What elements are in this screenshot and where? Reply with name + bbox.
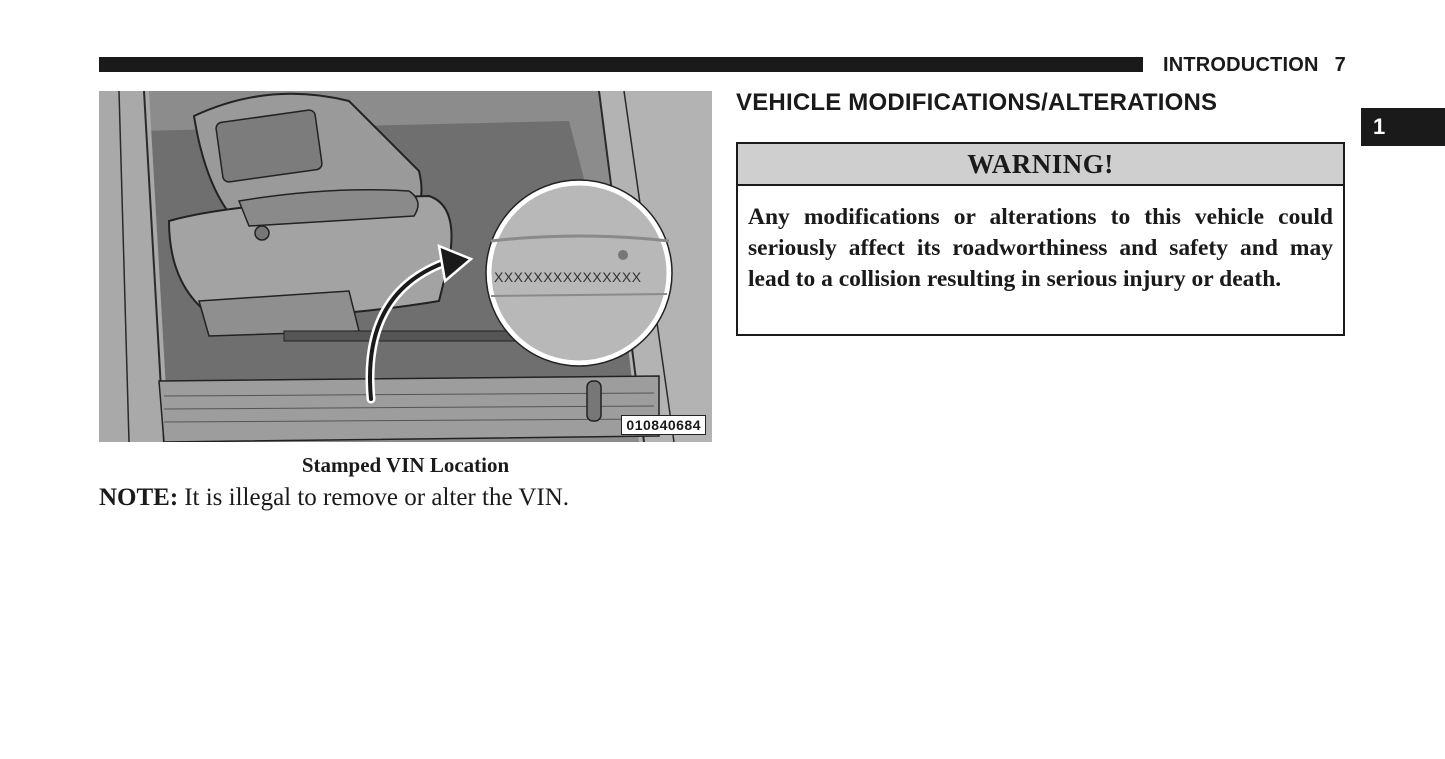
note-label: NOTE:	[99, 484, 179, 511]
header-rule	[99, 57, 1143, 72]
warning-title: WARNING!	[738, 144, 1343, 186]
figure-caption: Stamped VIN Location	[301, 453, 510, 477]
vin-location-figure	[99, 91, 712, 442]
figure-code: 010840684	[621, 415, 706, 435]
running-header	[1163, 54, 1346, 77]
vehicle-interior-illustration	[99, 91, 712, 442]
header-section-label: INTRODUCTION	[1162, 54, 1319, 76]
chapter-tab: 1	[1361, 108, 1445, 146]
vin-marking-text: XXXXXXXXXXXXXXX	[494, 269, 642, 285]
note-text: It is illegal to remove or alter the VIN.	[184, 484, 570, 511]
note	[99, 484, 719, 512]
page-number: 7	[1334, 54, 1346, 76]
warning-text: Any modifications or alterations to this vehicle could seriously affect its roadworthiness and safety and may lead to a collision resulting in serious injury or death.	[748, 204, 1333, 292]
warning-box	[736, 142, 1345, 336]
section-title: VEHICLE MODIFICATIONS/ALTERATIONS	[736, 89, 1218, 116]
